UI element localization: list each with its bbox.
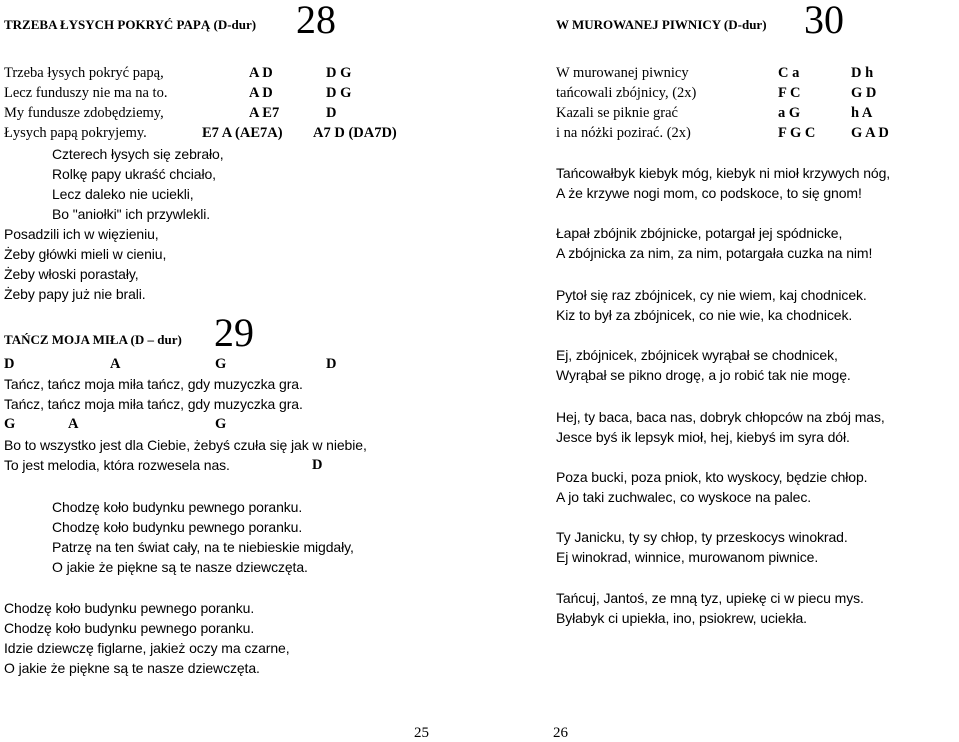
lyric-line: Czterech łysych się zebrało,	[52, 146, 224, 162]
lyric-line: Kazali se piknie grać	[556, 105, 678, 121]
lyric-line: Posadzili ich w więzieniu,	[4, 226, 159, 242]
lyric-line: Bo to wszystko jest dla Ciebie, żebyś czuła się jak w niebie,	[4, 437, 367, 453]
lyric-line: Kiz to był za zbójnicek, co nie wie, ka chodnicek.	[556, 307, 853, 323]
page-number: 25	[414, 725, 429, 741]
song-28-number: 28	[296, 0, 336, 42]
lyric-line: Wyrąbał se pikno drogę, a jo robić tak nie mogę.	[556, 367, 851, 383]
chord: G	[215, 416, 227, 432]
chord: G	[4, 416, 16, 432]
lyric-line: A zbójnicka za nim, za nim, potargała cuzka na nim!	[556, 245, 873, 261]
chord: D G	[326, 85, 352, 101]
lyric-line: Jesce byś ik lepsyk mioł, hej, kiebyś im syra dół.	[556, 429, 850, 445]
chord: D	[312, 457, 323, 473]
lyric-line: Bo "aniołki" ich przywlekli.	[52, 206, 211, 222]
lyric-line: Lecz daleko nie uciekli,	[52, 186, 194, 202]
lyric-line: Chodzę koło budynku pewnego poranku.	[4, 600, 255, 616]
lyric-line: Chodzę koło budynku pewnego poranku.	[52, 519, 303, 535]
lyric-line: Poza bucki, poza pniok, kto wyskocy, będzie chłop.	[556, 469, 868, 485]
song-29-number: 29	[214, 310, 254, 355]
lyric-line: Chodzę koło budynku pewnego poranku.	[52, 499, 303, 515]
lyric-line: O jakie że piękne są te nasze dziewczęta.	[4, 660, 260, 676]
lyric-line: Tańcz, tańcz moja miła tańcz, gdy muzyczka gra.	[4, 376, 303, 392]
lyric-line: Idzie dziewczę figlarne, jakież oczy ma czarne,	[4, 640, 290, 656]
lyric-line: Tańcz, tańcz moja miła tańcz, gdy muzyczka gra.	[4, 396, 303, 412]
chord: A E7	[249, 105, 280, 121]
lyric-line: Lecz funduszy nie ma na to.	[4, 85, 168, 101]
lyric-line: A jo taki zuchwalec, co wyskoce na palec.	[556, 489, 812, 505]
lyric-line: Łysych papą pokryjemy.	[4, 125, 147, 141]
lyric-line: Tańcowałbyk kiebyk móg, kiebyk ni mioł krzywych nóg,	[556, 165, 891, 181]
lyric-line: My fundusze zdobędziemy,	[4, 105, 164, 121]
chord: D	[326, 356, 337, 372]
song-30-title: W MUROWANEJ PIWNICY (D-dur)	[556, 17, 767, 32]
song-30-number: 30	[804, 0, 844, 42]
song-29-title: TAŃCZ MOJA MIŁA (D – dur)	[4, 332, 182, 347]
chord: D G	[326, 65, 352, 81]
chord: G D	[851, 85, 877, 101]
lyric-line: Hej, ty baca, baca nas, dobryk chłopców na zbój mas,	[556, 409, 885, 425]
lyric-line: Żeby główki mieli w cieniu,	[4, 246, 167, 262]
lyric-line: Żeby włoski porastały,	[4, 266, 139, 282]
chord: A D	[249, 65, 273, 81]
lyric-line: Rolkę papy ukraść chciało,	[52, 166, 216, 182]
lyric-line: A że krzywe nogi mom, co podskoce, to się gnom!	[556, 185, 862, 201]
chord: a G	[778, 105, 801, 121]
chord: D h	[851, 65, 874, 81]
lyric-line: Patrzę na ten świat cały, na te niebieskie migdały,	[52, 539, 354, 555]
chord: A	[110, 356, 121, 372]
lyric-line: Łapał zbójnik zbójnicke, potargał jej spódnicke,	[556, 225, 843, 241]
chord: G	[215, 356, 227, 372]
song-28-title: TRZEBA ŁYSYCH POKRYĆ PAPĄ (D-dur)	[4, 17, 257, 32]
lyric-line: Ej winokrad, winnice, murowanom piwnice.	[556, 549, 819, 565]
page-number: 26	[553, 725, 568, 741]
lyric-line: Byłabyk ci upiekła, ino, psiokrew, uciekła.	[556, 610, 807, 626]
chord: C a	[778, 65, 800, 81]
lyric-line: Pytoł się raz zbójnicek, cy nie wiem, kaj chodnicek.	[556, 287, 867, 303]
lyric-line: tańcowali zbójnicy, (2x)	[556, 85, 697, 101]
chord: D	[326, 105, 337, 121]
chord: G A D	[851, 125, 889, 141]
chord: A D	[249, 85, 273, 101]
lyric-line: Żeby papy już nie brali.	[4, 286, 146, 302]
chord: h A	[851, 105, 873, 121]
chord: D	[4, 356, 15, 372]
chord: E7 A (AE7A)	[202, 125, 283, 141]
lyric-line: i na nóżki pozirać. (2x)	[556, 125, 691, 141]
chord: F G C	[778, 125, 816, 141]
lyric-line: Ty Janicku, ty sy chłop, ty przeskocys winokrad.	[556, 529, 848, 545]
lyric-line: Tańcuj, Jantoś, ze mną tyz, upiekę ci w piecu mys.	[556, 590, 864, 606]
lyric-line: Chodzę koło budynku pewnego poranku.	[4, 620, 255, 636]
lyric-line: Ej, zbójnicek, zbójnicek wyrąbał se chodnicek,	[556, 347, 838, 363]
chord: A7 D (DA7D)	[313, 125, 397, 141]
lyric-line: O jakie że piękne są te nasze dziewczęta.	[52, 559, 308, 575]
lyric-line: Trzeba łysych pokryć papą,	[4, 65, 164, 81]
lyric-line: To jest melodia, która rozwesela nas.	[4, 457, 230, 473]
chord: A	[68, 416, 79, 432]
lyric-line: W murowanej piwnicy	[556, 65, 689, 81]
chord: F C	[778, 85, 801, 101]
